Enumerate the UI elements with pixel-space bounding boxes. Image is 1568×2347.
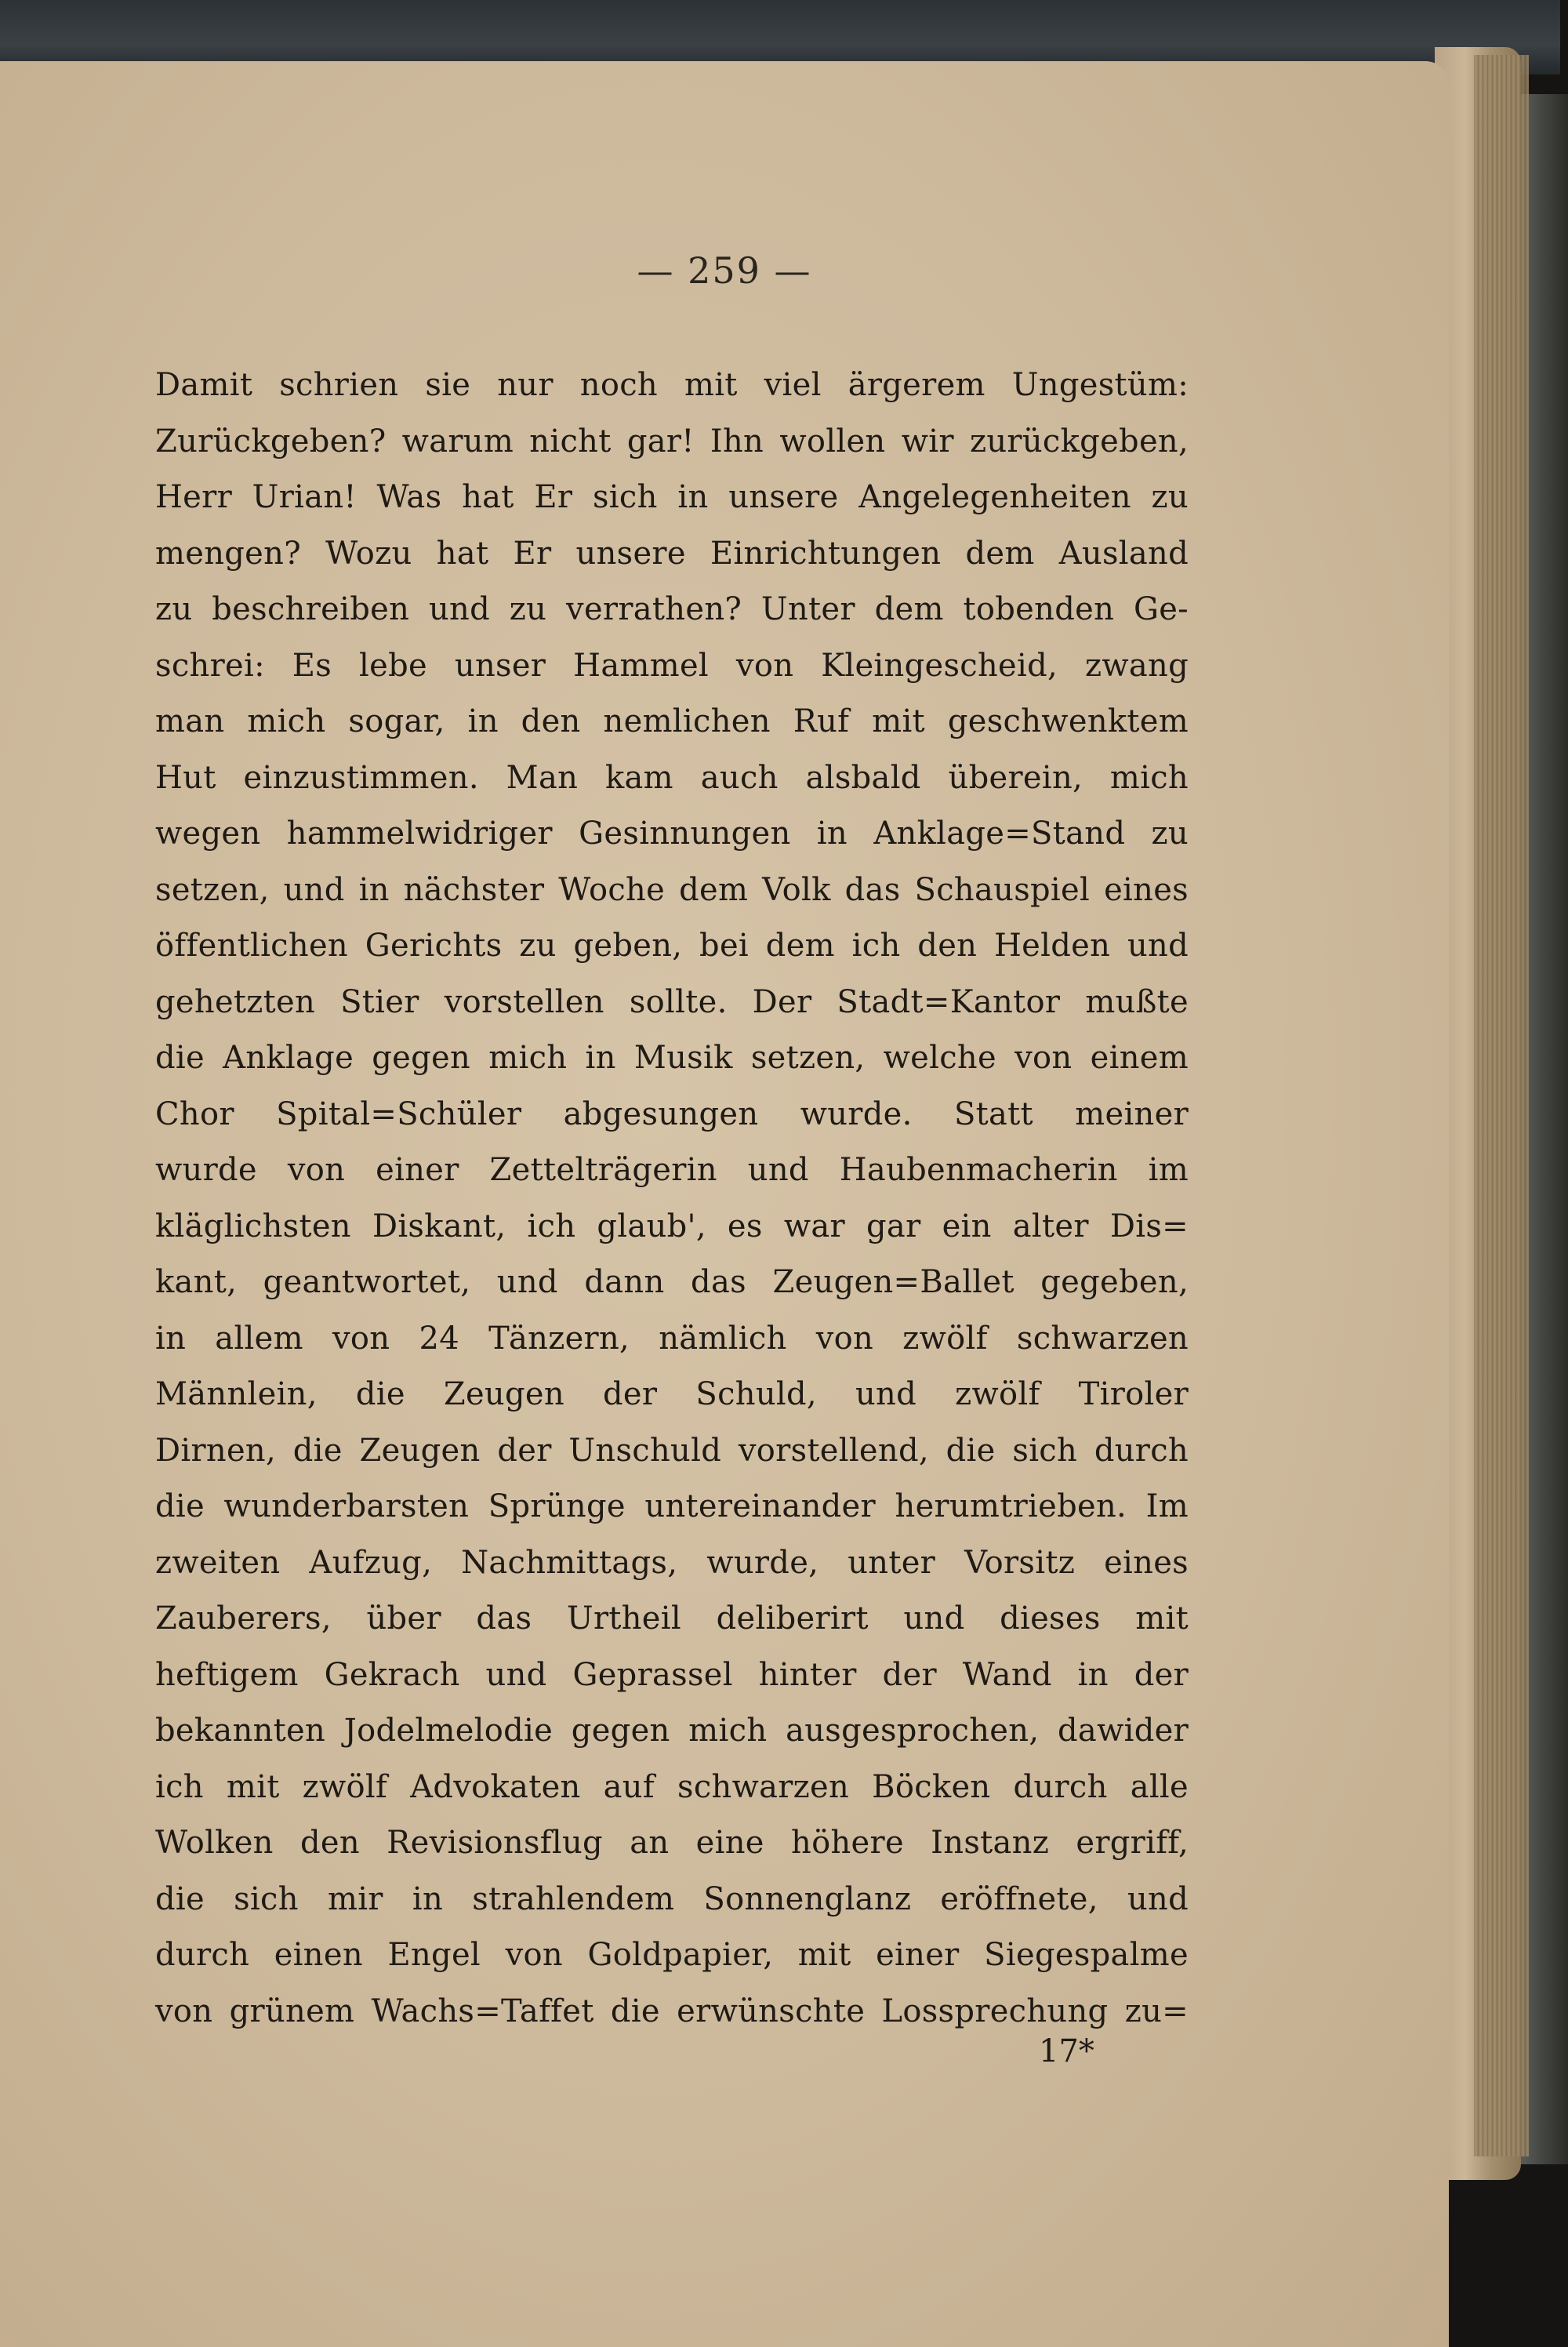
page-stack-edge	[1474, 55, 1529, 2156]
text-line: wurde von einer Zettelträgerin und Haubenmacherin im	[155, 1152, 1189, 1188]
text-line: öffentlichen Gerichts zu geben, bei dem ich den Helden und	[155, 928, 1189, 964]
text-line: Wolken den Revisionsflug an eine höhere Instanz ergriff,	[155, 1825, 1189, 1861]
text-line: wegen hammelwidriger Gesinnungen in Anklage=Stand zu	[155, 816, 1189, 852]
text-line: in allem von 24 Tänzern, nämlich von zwölf schwarzen	[155, 1320, 1189, 1357]
text-line: gehetzten Stier vorstellen sollte. Der Stadt=Kantor mußte	[155, 983, 1189, 1020]
text-line: kant, geantwortet, und dann das Zeugen=Ballet gegeben,	[155, 1264, 1189, 1300]
book-page	[0, 61, 1449, 2347]
page-number: — 259 —	[637, 249, 812, 292]
text-line: mengen? Wozu hat Er unsere Einrichtungen dem Ausland	[155, 535, 1189, 572]
text-line: Damit schrien sie nur noch mit viel ärgerem Ungestüm:	[155, 367, 1189, 403]
text-line: durch einen Engel von Goldpapier, mit einer Siegespalme	[155, 1937, 1189, 1973]
signature-mark: 17*	[1039, 2033, 1094, 2069]
text-line: von grünem Wachs=Taffet die erwünschte Lossprechung zu=	[155, 1993, 1189, 2029]
text-line: Hut einzustimmen. Man kam auch alsbald überein, mich	[155, 759, 1189, 796]
text-line: bekannten Jodelmelodie gegen mich ausgesprochen, dawider	[155, 1713, 1189, 1749]
text-line: Zurückgeben? warum nicht gar! Ihn wollen wir zurückgeben,	[155, 423, 1189, 460]
text-line: die Anklage gegen mich in Musik setzen, welche von einem	[155, 1040, 1189, 1076]
text-line: setzen, und in nächster Woche dem Volk das Schauspiel eines	[155, 871, 1189, 908]
text-line: die wunderbarsten Sprünge untereinander herumtrieben. Im	[155, 1488, 1189, 1524]
text-line: die sich mir in strahlendem Sonnenglanz eröffnete, und	[155, 1880, 1189, 1917]
text-line: zu beschreiben und zu verrathen? Unter dem tobenden Ge-	[155, 591, 1189, 627]
text-line: Herr Urian! Was hat Er sich in unsere Angelegenheiten zu	[155, 479, 1189, 515]
text-line: zweiten Aufzug, Nachmittags, wurde, unter Vorsitz eines	[155, 1544, 1189, 1581]
text-line: heftigem Gekrach und Geprassel hinter der Wand in der	[155, 1656, 1189, 1693]
text-line: Männlein, die Zeugen der Schuld, und zwölf Tiroler	[155, 1376, 1189, 1412]
text-line: schrei: Es lebe unser Hammel von Kleingescheid, zwang	[155, 647, 1189, 684]
body-text	[155, 358, 1189, 2040]
text-line: kläglichsten Diskant, ich glaub', es war gar ein alter Dis=	[155, 1208, 1189, 1244]
text-line: ich mit zwölf Advokaten auf schwarzen Böcken durch alle	[155, 1768, 1189, 1805]
text-line: man mich sogar, in den nemlichen Ruf mit geschwenktem	[155, 703, 1189, 739]
text-line: Chor Spital=Schüler abgesungen wurde. Statt meiner	[155, 1095, 1189, 1132]
text-line: Zauberers, über das Urtheil deliberirt und dieses mit	[155, 1600, 1189, 1637]
text-line: Dirnen, die Zeugen der Unschuld vorstellend, die sich durch	[155, 1432, 1189, 1469]
